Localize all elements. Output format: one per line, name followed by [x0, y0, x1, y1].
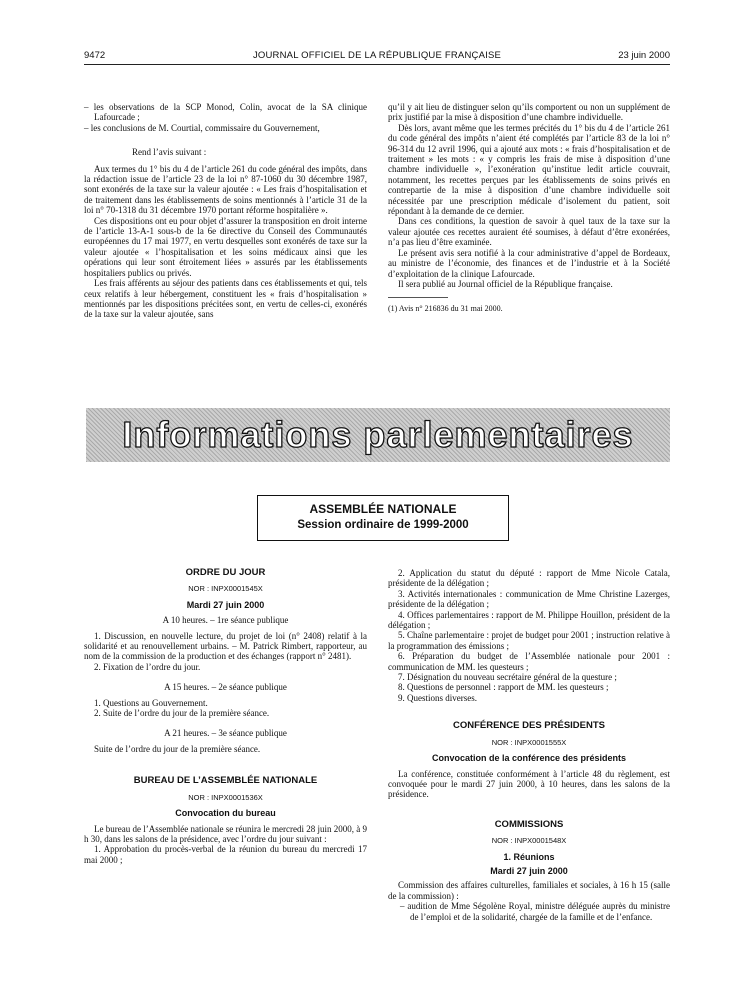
agenda-item: 3. Activités internationales : communication de Mme Christine Lazerges, présidente de la délégation ; [388, 588, 670, 610]
footnote-rule [388, 297, 448, 298]
agenda-item: 7. Désignation du nouveau secrétaire général de la questure ; [398, 672, 617, 683]
commissions-title: COMMISSIONS [494, 818, 564, 830]
reunions-heading: 1. Réunions [503, 851, 555, 862]
journal-title: JOURNAL OFFICIEL DE LA RÉPUBLIQUE FRANÇAISE [252, 50, 502, 61]
agenda-item: 4. Offices parlementaires : rapport de M. Philippe Houillon, président de la délégation ; [388, 609, 670, 631]
paragraph: qu’il y ait lieu de distinguer selon qu’ils comportent ou non un supplément de prix justifié par la mise à disposition d’une chambre individuelle. [388, 102, 670, 123]
assembly-box [257, 495, 509, 541]
agenda-item: 6. Préparation du budget de l’Assemblée nationale pour 2001 : communication de MM. les questeurs ; [388, 651, 670, 672]
paragraph: Commission des affaires culturelles, familiales et sociales, à 16 h 15 (salle de la commission) : [388, 880, 670, 901]
ordre-date: Mardi 27 juin 2000 [186, 599, 265, 610]
nor-reference: NOR : INPX0001536X [188, 792, 263, 802]
agenda-item: 1. Approbation du procès-verbal de la réunion du bureau du mercredi 17 mai 2000 ; [84, 844, 367, 865]
agenda-item: 5. Chaîne parlementaire : projet de budget pour 2001 ; instruction relative à la programmation des émissions ; [388, 630, 670, 651]
conference-subtitle: Convocation de la conférence des présidents [431, 753, 627, 764]
agenda-item: 2. Suite de l’ordre du jour de la première séance. [94, 708, 270, 719]
footnote: (1) Avis n° 216836 du 31 mai 2000. [388, 304, 503, 314]
paragraph: Dans ces conditions, la question de savoir à quel taux de la taxe sur la valeur ajoutée ces recettes auraient été soumises, à défaut d’être exonérées, n’a pas lieu d’être examinée. [388, 216, 670, 248]
seance-heading: A 21 heures. – 3e séance publique [164, 728, 287, 739]
rend-avis: Rend l’avis suivant : [132, 147, 207, 158]
paragraph: Le présent avis sera notifié à la cour administrative d’appel de Bordeaux, au ministre de l’économie, des finances et de l’industrie et à la Société d’exploitation de la clinique Lafourcade. [388, 247, 670, 279]
agenda-item: Suite de l’ordre du jour de la première séance. [94, 743, 261, 754]
paragraph: La conférence, constituée conformément à l’article 48 du règlement, est convoquée pour le mardi 27 juin 2000, à 10 heures, dans les salons de la présidence. [388, 768, 670, 800]
agenda-item: 2. Application du statut du député : rapport de Mme Nicole Catala, présidente de la délégation ; [388, 568, 670, 589]
paragraph: Aux termes du 1° bis du 4 de l’article 261 du code général des impôts, dans la rédaction issue de l’article 23 de la loi n° 87-1060 du 30 décembre 1987, sont exonérés de la taxe sur la valeur ajoutée : « Les frais d’hospitalisation et de traitement dans les établissements de soins mentionnés à l’article 31 de la loi n° 70-1318 du 31 décembre 1970 portant réforme hospitalière ». [84, 163, 367, 216]
bullet-observations: – les observations de la SCP Monod, Colin, avocat de la SA clinique Lafourcade ; [84, 102, 367, 123]
top-right-column [388, 102, 670, 315]
nor-reference: NOR : INPX0001555X [491, 737, 567, 747]
agenda-item: 1. Questions au Gouvernement. [94, 697, 208, 708]
page-header [84, 50, 670, 65]
ordre-title: ORDRE DU JOUR [185, 567, 266, 578]
session-title: Session ordinaire de 1999-2000 [297, 519, 469, 531]
paragraph: Les frais afférents au séjour des patients dans ces établissements et qui, tels ceux relatifs à leur hébergement, constituent les « frais d’hospitalisation » mentionnés par les dispositions précitées sont, en vertu de celles-ci, exonérés de la taxe sur la valeur ajoutée, sans [84, 278, 367, 320]
bureau-subtitle: Convocation du bureau [175, 808, 276, 819]
agenda-item: – audition de Mme Ségolène Royal, ministre déléguée auprès du ministre de l’emploi et de la solidarité, chargée de la famille et de l’enfance. [400, 901, 670, 922]
agenda-item: 1. Discussion, en nouvelle lecture, du projet de loi (n° 2408) relatif à la solidarité et au renouvellement urbains. – M. Patrick Rimbert, rapporteur, au nom de la commission de la production et des échanges (rapport n° 2481). [84, 630, 367, 662]
bureau-title: BUREAU DE L’ASSEMBLÉE NATIONALE [133, 775, 318, 787]
nor-reference: NOR : INPX0001545X [188, 584, 263, 594]
section-banner [86, 408, 670, 462]
paragraph: Ces dispositions ont eu pour objet d’assurer la transposition en droit interne de l’article 13-A-1 sous-b de la 6e directive du Conseil des Communautés européennes du 17 mai 1977, en vertu desquelles sont exonérés de taxe sur la valeur ajoutée « l’hospitalisation et les soins médicaux ainsi que les opérations qui leur sont étroitement liées » assurés par les établissements hospitaliers publics ou privés. [84, 215, 367, 278]
paragraph: Le bureau de l’Assemblée nationale se réunira le mercredi 28 juin 2000, à 9 h 30, dans les salons de la présidence, avec l’ordre du jour suivant : [84, 823, 367, 844]
agenda-item: 9. Questions diverses. [398, 692, 477, 703]
agenda-item: 8. Questions de personnel : rapport de MM. les questeurs ; [398, 682, 609, 693]
nor-reference: NOR : INPX0001548X [491, 836, 567, 846]
assembly-title: ASSEMBLÉE NATIONALE [309, 502, 457, 516]
agenda-item: 2. Fixation de l’ordre du jour. [94, 661, 201, 672]
commission-date: Mardi 27 juin 2000 [490, 865, 568, 876]
bottom-right-column [388, 568, 670, 922]
paragraph: Il sera publié au Journal officiel de la République française. [398, 278, 613, 289]
banner-title: Informations parlementaires [122, 414, 634, 455]
top-left-column [84, 102, 367, 320]
header-date: 23 juin 2000 [618, 50, 670, 61]
seance-heading: A 15 heures. – 2e séance publique [164, 682, 287, 693]
conference-title: CONFÉRENCE DES PRÉSIDENTS [452, 720, 606, 732]
bullet-conclusions: – les conclusions de M. Courtial, commissaire du Gouvernement, [84, 122, 320, 133]
seance-heading: A 10 heures. – 1re séance publique [162, 615, 289, 626]
bottom-left-column [84, 568, 367, 865]
paragraph: Dès lors, avant même que les termes précités du 1° bis du 4 de l’article 261 du code général des impôts n’aient été complétés par l’article 83 de la loi n° 96-314 du 12 avril 1996, qui a ajouté aux mots : « frais d’hospitalisation et de traitement » les mots : « y compris les frais de mise à disposition d’une chambre individuelle », l’exonération qu’instituе ledit article couvrait, notamment, les recettes perçues par les établissements de soins privés en contrepartie de la mise à disposition d’une chambre individuelle soit nécessitée par une prescription médicale d’isolement du patient, soit répondant à la demande de ce dernier. [388, 122, 670, 217]
page-number: 9472 [84, 50, 106, 61]
